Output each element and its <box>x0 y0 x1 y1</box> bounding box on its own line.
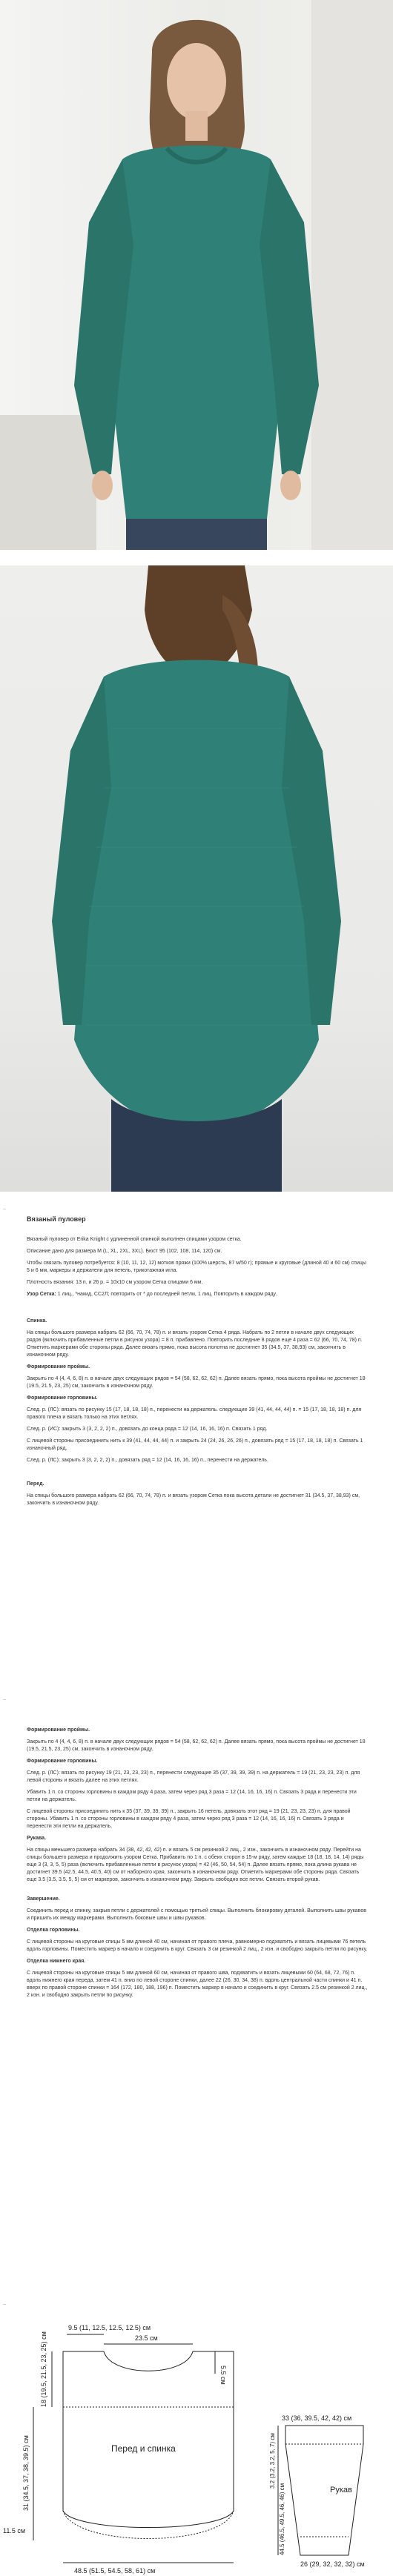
front-text: На спицы большого размера набрать 62 (66, 70, 74, 78) п. и вязать узором Сетка пока высота детали не достигнет 31 (34.5, 37, 38,93) см, закончить в изнаночном ряду. <box>27 1493 360 1506</box>
dim-sleeve-top-label: 33 (36, 39.5, 42, 42) см <box>282 2414 352 2422</box>
sweater-front-photo <box>0 0 393 550</box>
model-back-illustration <box>0 565 393 1192</box>
hem-text: С лицевой стороны на круговые спицы 5 мм длиной 60 см, начиная от правого шва, подхватить и вязать лицевыми 60 (64, 68, 72, 76) п. вдоль нижнего края переда, затем 41 п. вниз по левой стороне спинки, далее 22 (26, 30, 34, 38) п. вдоль центральной части спинки и 41 п. вверх по правой стороне спинки = 164 (172, 180, 188, 196) п. Поместить маркер в начало и соединить в круг. Связать 2.5 см резинкой 2 лиц., 2 изн. и свободно закрыть петли по рисунку. <box>27 1971 368 1998</box>
assembly-heading: Завершение. <box>27 1896 60 1902</box>
dim-sleeve-length-label: 44.5 (46.5, 49.5, 46, 46) см <box>279 2483 285 2555</box>
dim-armhole-label: 18 (19.5, 21.5, 23, 25) см <box>40 2331 47 2407</box>
dim-length-label: 31 (34.5, 37, 38, 39.5) см <box>22 2435 30 2511</box>
sizes-text: Описание дано для размера M (L, XL, 2XL, 3XL). Бюст 95 (102, 108, 114, 120) см. <box>27 1249 222 1254</box>
dim-neck-depth-label: 5.5 см <box>219 2366 227 2385</box>
assembly-text: Соединить перед и спинку, закрыв петли с держателей с помощью третьей спицы. Выполнить блокировку деталей. Выполнить швы рукавов и пришить их между маркерами. Выполнить боковые швы и швы рукавов. <box>27 1908 366 1921</box>
page-mark: – <box>3 1697 6 1702</box>
gauge-text: Плотность вязания: 13 п. и 26 р. = 10х10 см узором Сетка спицами 6 мм. <box>27 1280 203 1285</box>
shoulder-text-2: След. р. (ИС): закрыть 3 (3, 2, 2, 2) п., довязать до конца ряда = 12 (14, 16, 16, 16) п. Связать 1 ряд. <box>27 1427 268 1432</box>
dim-shoulder-label: 9.5 (11, 12.5, 12.5, 12.5) см <box>68 2324 151 2331</box>
dim-width-label: 48.5 (51.5, 54.5, 58, 61) см <box>74 2567 156 2575</box>
dim-neck-label: 23.5 см <box>135 2334 158 2342</box>
neck-band-heading: Отделка горловины. <box>27 1928 80 1933</box>
shoulder-text-4: След. р. (ЛС): закрыть 3 (3, 2, 2, 2) п., довязать ряд = 12 (14, 16, 16, 16) п., перенести на держатель. <box>27 1458 268 1463</box>
dim-sleeve-cap-label: 3.2 (3.2, 3.2, 5, 7) см <box>269 2433 276 2489</box>
intro-text: Вязаный пуловер от Erika Knight с удлиненной спинкой выполнен спицами узором сетка. <box>27 1237 242 1242</box>
front-neck-text-1: След. р. (ЛС): вязать по рисунку 19 (21, 23, 23, 23) п., перенести следующие 35 (37, 39, 39, 39) п. на держатель = 19 (21, 23, 23, 23) п. для левой стороны и вязать далее на этих петлях. <box>27 1770 360 1783</box>
back-heading: Спинка. <box>27 1318 47 1324</box>
pattern-text-block-2 <box>27 1727 368 2004</box>
pattern-stitch-label: Узор Сетка: <box>27 1292 56 1297</box>
materials-text: Чтобы связать пуловер потребуется: 8 (10, 11, 12, 12) мотков пряжи (100% шерсть, 87 м/50 г); прямые и круговые (длиной 40 и 60 см) спицы 5 и 6 мм, маркеры и держатели для петель, трикотажная игла. <box>27 1261 366 1273</box>
article-title: Вязаный пуловер <box>27 1215 86 1223</box>
shoulder-heading: Формирование горловины. <box>27 1395 98 1401</box>
front-armhole-heading: Формирование проймы. <box>27 1727 90 1733</box>
pattern-stitch <box>27 1291 368 1298</box>
pattern-stitch-text: 1 лиц., *накид, СС2Л; повторить от * до последней петли, 1 лиц. Повторить в каждом ряду. <box>57 1292 277 1297</box>
hem-heading: Отделка нижнего края. <box>27 1959 86 1964</box>
shoulder-text-1: След. р. (ЛС): вязать по рисунку 15 (17, 18, 18, 18) п., перенести на держатель. следующие 39 (41, 44, 44, 44) п. = 15 (17, 18, 18, 18) п. для правого плеча и вязать только на этих петлях. <box>27 1407 362 1420</box>
body-outline <box>63 2351 234 2528</box>
back-text: На спицы большого размера набрать 62 (66, 70, 74, 78) п. и вязать узором Сетка 4 ряда. Набрать по 2 петли в начале двух следующих рядов (включить прибавленные петли в рисунок узора) = 8 п. прибавлено. Повторить последние 8 рядов еще 4 раза = 62 (66, 70, 74, 78) п. Отметить маркерами обе стороны ряда. Далее вязать прямо, пока высота полотна не достигнет 35 (34.5, 37, 38,93) см, закончить в изнаночном ряду. <box>27 1330 363 1358</box>
dim-cuff-label: 26 (29, 32, 32, 32) см <box>300 2560 365 2568</box>
sleeves-heading: Рукава. <box>27 1836 47 1841</box>
page-mark: – <box>3 2302 6 2307</box>
front-armhole-text: Закрыть по 4 (4, 4, 6, 8) п. в начале двух следующих рядов = 54 (58, 62, 62, 62) п. Далее вязать прямо, пока высота проймы не достигнет 18 (19.5, 21.5, 23, 25) см, закончить в изнаночном ряду. <box>27 1739 366 1752</box>
schematic-diagram <box>0 2311 393 2576</box>
pattern-text-block <box>27 1215 368 1512</box>
front-neck-text-2: Убавить 1 п. со стороны горловины в каждом ряду 4 раза, затем через ряд 3 раза = 12 (14, 16, 16, 16) п. Связать 3 ряда и перенести эти петли на держатель. <box>27 1790 357 1802</box>
body-label: Перед и спинка <box>111 2443 176 2454</box>
front-neck-heading: Формирование горловины. <box>27 1759 98 1764</box>
sweater-back-photo <box>0 565 393 1192</box>
neck-band-text: С лицевой стороны на круговые спицы 5 мм длиной 40 см, начиная от правого плеча, равномерно подхватить и вязать лицевыми 76 петель вдоль горловины. Поместить маркер в начало и соединить в круг. Связать 3 см резинкой 2 лиц., 2 изн. и свободно закрыть петли по рисунку. <box>27 1939 368 1952</box>
front-heading: Перед. <box>27 1481 44 1487</box>
sleeve-label: Рукав <box>330 2486 352 2494</box>
sleeves-text: На спицы меньшего размера набрать 34 (38, 42, 42, 42) п. и вязать 5 см резинкой 2 лиц., 2 изн., закончить в изнаночном ряду. Перейти на спицы большего размера и продолжить узором Сетка. Прибавить по 1 п. с обеих сторон в 15-м ряду, затем каждые 18 (18, 18, 14, 14) ряды еще 3 (3, 3, 5, 5) раза (включить прибавленные петли в рисунок узора) = 42 (46, 50, 54, 54) п. Далее вязать прямо, пока длина рукава не достигнет 39.5 (42.5, 44.5, 40.5, 40) см от наборного края, закончить в изнаночном ряду. Отметить маркерами обе стороны ряда. Связать еще 3.5 (3.5, 3.5, 5, 5) см от маркеров, закончить в изнаночном ряду. Закрыть свободно все петли. Связать второй рукав. <box>27 1848 364 1882</box>
front-neck-text-3: С лицевой стороны присоединить нить к 35 (37, 39, 39, 39) п., закрыть 16 петель, довязать этот ряд = 19 (21, 23, 23, 23) п. для правой стороны. Убавить 1 п. со стороны горловины в каждом ряду 4 раза, затем через ряд 3 раза = 12 (14, 16, 16, 16) п. Связать 3 ряда и перенести эти петли на держатель. <box>27 1809 351 1829</box>
shoulder-text-3: С лицевой стороны присоединить нить к 39 (41, 44, 44, 44) п. и закрыть 24 (24, 26, 26, 26) п., довязать ряд = 15 (17, 18, 18, 18) п. Связать 1 изнаночный ряд. <box>27 1438 363 1451</box>
model-front-illustration <box>0 0 393 550</box>
dim-hem-label: 11.5 см <box>3 2527 26 2534</box>
armhole-text: Закрыть по 4 (4, 4, 6, 8) п. в начале двух следующих рядов = 54 (58, 62, 62, 62) п. Далее вязать прямо, пока высота проймы не достигнет 18 (19.5, 21.5, 23, 25) см, закончить в изнаночном ряду. <box>27 1376 366 1389</box>
armhole-heading: Формирование проймы. <box>27 1364 90 1370</box>
page-mark: – <box>3 1206 6 1212</box>
